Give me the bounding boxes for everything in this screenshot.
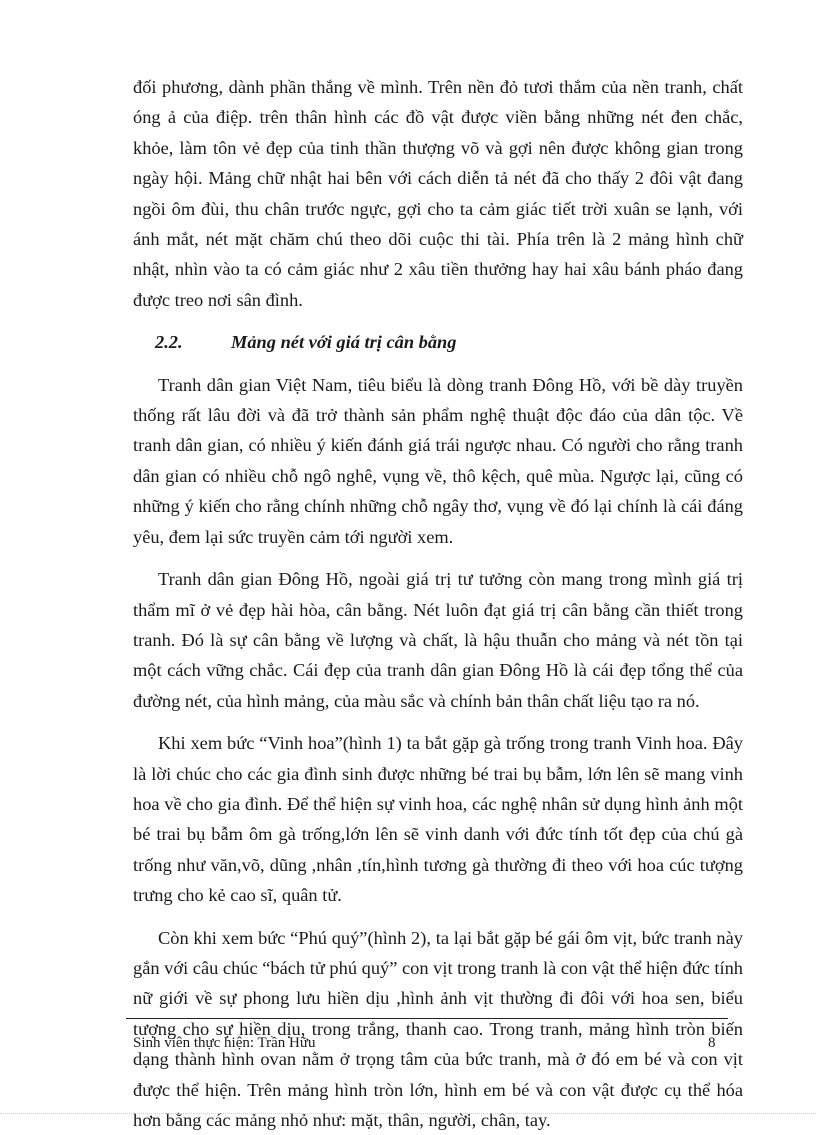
paragraph-intro: đối phương, dành phần thắng về mình. Trên nền đỏ tươi thắm của nền tranh, chất óng ả của điệp. trên thân hình các đồ vật được viền bằng những nét đen chắc, khỏe, làm tôn vẻ đẹp của tinh thần thượng võ và gợi nên được không gian trong ngày hội. Mảng chữ nhật hai bên với cách diễn tả nét đã cho thấy 2 đôi vật đang ngồi ôm đùi, thu chân trước ngực, gợi cho ta cảm giác tiết trời xuân se lạnh, với ánh mắt, nét mặt chăm chú theo dõi cuộc thi tài. Phía trên là 2 mảng hình chữ nhật, nhìn vào ta có cảm giác như 2 xâu tiền thưởng hay hai xâu bánh pháo đang được treo nơi sân đình. [133, 77, 743, 310]
page-bottom-edge [0, 1113, 816, 1114]
section-title: Mảng nét với giá trị cân bằng [231, 332, 457, 353]
paragraph-dong-ho-aesthetics: Tranh dân gian Đông Hồ, ngoài giá trị tư tưởng còn mang trong mình giá trị thẩm mĩ ở vẻ đẹp hài hòa, cân bằng. Nét luôn đạt giá trị cân bằng cần thiết trong tranh. Đó là sự cân bằng về lượng và chất, là hậu thuẫn cho mảng và nét tồn tại một cách vững chắc. Cái đẹp của tranh dân gian Đông Hồ là cái đẹp tổng thể của đường nét, của hình mảng, của màu sắc và chính bản thân chất liệu tạo ra nó. [133, 569, 743, 711]
footer-divider [126, 1018, 728, 1019]
paragraph-vinh-hoa: Khi xem bức “Vinh hoa”(hình 1) ta bắt gặp gà trống trong tranh Vinh hoa. Đây là lời chúc cho các gia đình sinh được những bé trai bụ bẫm, lớn lên sẽ mang vinh hoa về cho gia đình. Để thể hiện sự vinh hoa, các nghệ nhân sử dụng hình ảnh một bé trai bụ bẫm ôm gà trống,lớn lên sẽ vinh danh với đức tính tốt đẹp của chú gà trống như văn,võ, dũng ,nhân ,tín,hình tương gà thường đi theo với hoa cúc tượng trưng cho kẻ cao sĩ, quân tử. [133, 733, 743, 906]
section-number: 2.2. [155, 332, 183, 353]
paragraph-phu-quy: Còn khi xem bức “Phú quý”(hình 2), ta lại bắt gặp bé gái ôm vịt, bức tranh này gắn với câu chúc “bách tử phú quý” con vịt trong tranh là con vật thể hiện đức tính nữ giới về sự phong lưu hiền dịu ,hình ảnh vịt thường đi đôi với hoa sen, biểu tượng cho sự hiền dịu, trong trắng, thanh cao. Trong tranh, mảng hình tròn biến dạng thành hình ovan nằm ở trọng tâm của bức tranh, mà ở đó em bé và con vịt được thể hiện. Trên mảng hình tròn lớn, hình em bé và con vật được cụ thể hóa hơn bằng các mảng nhỏ như: mặt, thân, người, chân, tay. [133, 927, 743, 1130]
footer-author: Sinh viên thực hiện: Trần Hữu [133, 1035, 316, 1051]
body-text [133, 72, 743, 1135]
page-number: 8 [708, 1035, 716, 1051]
section-heading [133, 327, 743, 357]
paragraph-vietnamese-folk-painting: Tranh dân gian Việt Nam, tiêu biểu là dòng tranh Đông Hồ, với bề dày truyền thống rất lâu đời và đã trở thành sản phẩm nghệ thuật độc đáo của dân tộc. Về tranh dân gian, có nhiều ý kiến đánh giá trái ngược nhau. Có người cho rằng tranh dân gian có nhiều chỗ ngô nghê, vụng về, thô kệch, quê mùa. Ngược lại, cũng có những ý kiến cho rằng chính những chỗ ngây thơ, vụng về đó lại chính là cái đáng yêu, đem lại sức truyền cảm tới người xem. [133, 374, 743, 547]
